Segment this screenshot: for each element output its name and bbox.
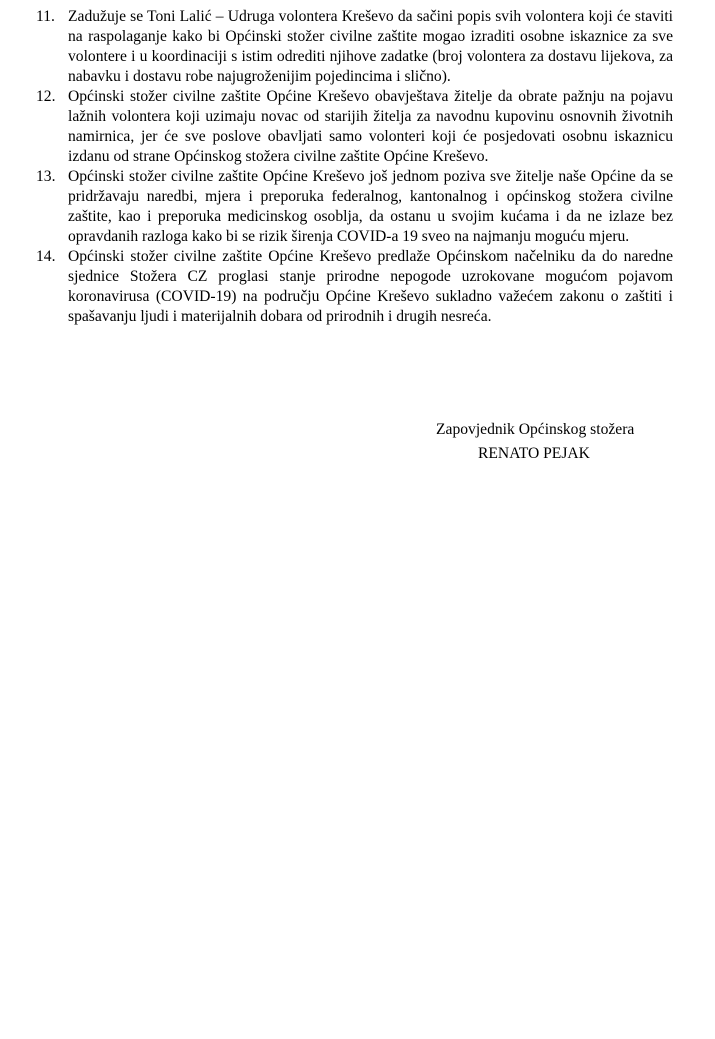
item-number: 11. (36, 8, 55, 25)
signature-block (436, 418, 676, 466)
item-number: 14. (36, 248, 56, 265)
list-item (36, 7, 673, 87)
item-text: Općinski stožer civilne zaštite Općine Kreševo obavještava žitelje da obrate pažnju na pojavu lažnih volontera koji uzimaju novac od starijih žitelja za navodnu kupovinu osnovnih životnih namirnica, jer će sve poslove obavljati samo volonteri koji će posjedovati osobnu iskaznicu izdanu od strane Općinskog stožera civilne zaštite Općine Kreševo. (68, 88, 673, 165)
signature-name: RENATO PEJAK (478, 445, 590, 462)
list-item (36, 87, 673, 167)
list-item (36, 247, 673, 327)
signature-title: Zapovjednik Općinskog stožera (436, 421, 635, 438)
item-number: 12. (36, 88, 56, 105)
item-number: 13. (36, 168, 56, 185)
item-text: Općinski stožer civilne zaštite Općine Kreševo predlaže Općinskom načelniku da do naredne sjednice Stožera CZ proglasi stanje prirodne nepogode uzrokovane mogućom pojavom koronavirusa (COVID-19) na području Općine Kreševo sukladno važećem zakonu o zaštiti i spašavanju ljudi i materijalnih dobara od prirodnih i drugih nesreća. (68, 248, 673, 325)
item-text: Zadužuje se Toni Lalić – Udruga volontera Kreševo da sačini popis svih volontera koji će staviti na raspolaganje kako bi Općinski stožer civilne zaštite mogao izraditi osobne iskaznice za sve volontere i u koordinaciji s istim odrediti njihove zadatke (broj volontera za dostavu lijekova, za nabavku i dostavu robe najugroženijim pojedincima i slično). (68, 8, 673, 85)
numbered-list (36, 7, 673, 327)
list-item (36, 167, 673, 247)
item-text: Općinski stožer civilne zaštite Općine Kreševo još jednom poziva sve žitelje naše Općine da se pridržavaju naredbi, mjera i preporuka federalnog, kantonalnog i općinskog stožera civilne zaštite, kao i preporuka medicinskog osoblja, da ostanu u svojim kućama i da ne izlaze bez opravdanih razloga kako bi se rizik širenja COVID-a 19 sveo na najmanju moguću mjeru. (68, 168, 673, 245)
